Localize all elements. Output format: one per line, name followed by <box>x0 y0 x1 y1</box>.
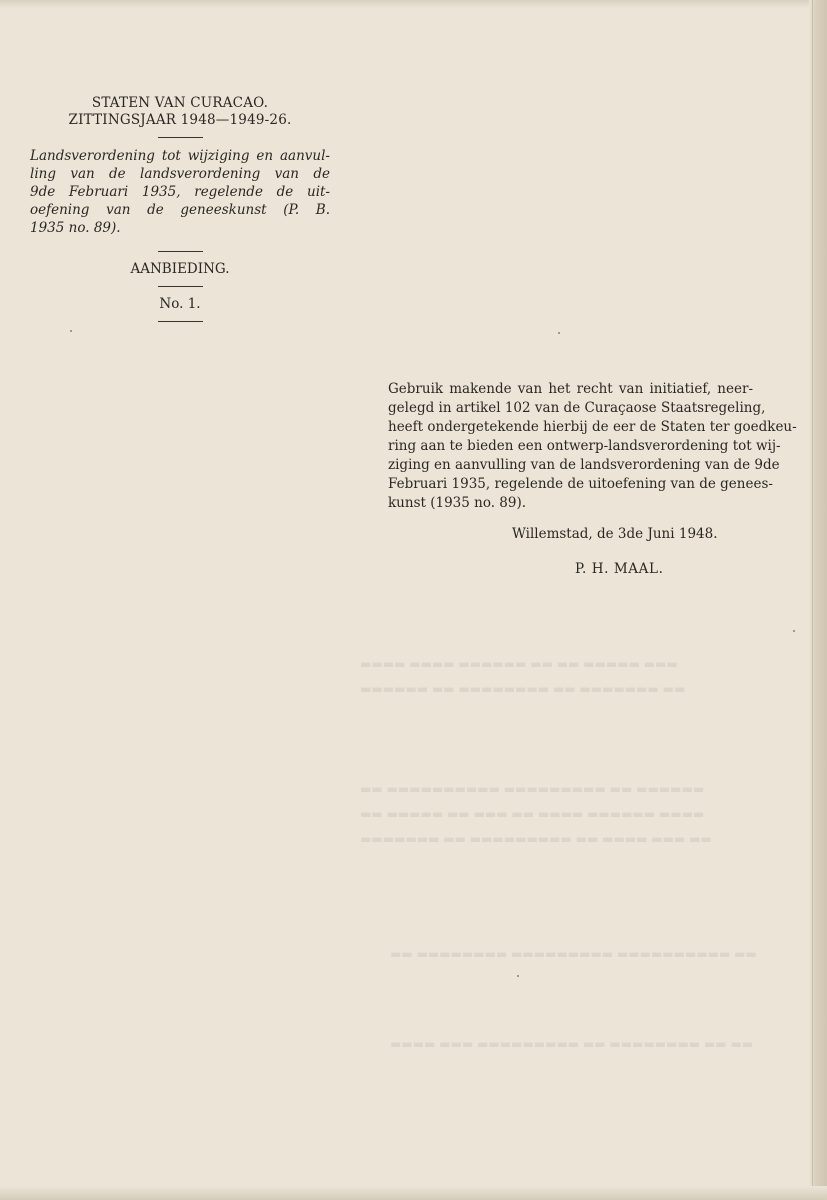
body-line: ring aan te bieden een ontwerp-landsverordening tot wij- <box>388 438 781 454</box>
document-header <box>30 95 330 331</box>
body-line: kunst (1935 no. 89). <box>388 495 527 511</box>
paper-speck <box>517 975 519 977</box>
divider-rule <box>158 321 203 322</box>
number-label: No. 1. <box>159 296 201 312</box>
bleed-through-5: ▬▬ ▬▬▬ ▬▬▬▬ ▬▬ ▬▬▬▬▬▬▬▬▬ ▬▬ ▬▬▬▬▬▬▬ <box>360 832 712 846</box>
section-label: AANBIEDING. <box>130 261 230 277</box>
divider-rule <box>158 137 203 138</box>
divider-rule <box>158 286 203 287</box>
body-line: gelegd in artikel 102 van de Curaçaose Staatsregeling, <box>388 400 766 416</box>
body-line: Februari 1935, regelende de uitoefening van de genees- <box>388 476 773 492</box>
body-line: ziging en aanvulling van de landsverordening van de 9de <box>388 457 780 473</box>
paper-bottom-edge <box>0 1186 827 1200</box>
divider-rule <box>158 251 203 252</box>
signatory-name: P. H. MAAL. <box>575 561 664 577</box>
paper-speck <box>793 630 795 632</box>
paper-edge-line <box>812 0 813 1200</box>
subject-line: 9de Februari 1935, regelende de uit- <box>30 184 330 200</box>
paper-speck <box>558 332 560 334</box>
body-line: heeft ondergetekende hierbij de eer de Staten ter goedkeu- <box>388 419 797 435</box>
body-paragraph <box>388 380 797 513</box>
subject-line: 1935 no. 89). <box>30 220 121 236</box>
bleed-through-1: ▬▬▬ ▬▬▬▬▬ ▬▬ ▬▬ ▬▬▬▬▬▬ ▬▬▬▬ ▬▬▬▬ <box>360 657 678 671</box>
bleed-through-2: ▬▬ ▬▬▬▬▬▬▬ ▬▬ ▬▬▬▬▬▬▬▬ ▬▬ ▬▬▬▬▬▬ <box>360 682 686 696</box>
bleed-through-3: ▬▬▬▬▬▬ ▬▬ ▬▬▬▬▬▬▬▬▬ ▬▬▬▬▬▬▬▬▬▬ ▬▬ <box>360 782 705 796</box>
subject-line: oefening van de geneeskunst (P. B. <box>30 202 330 218</box>
bleed-through-4: ▬▬▬▬ ▬▬▬▬▬▬ ▬▬▬▬ ▬▬ ▬▬▬ ▬▬ ▬▬▬▬▬ ▬▬ <box>360 807 705 821</box>
body-line: Gebruik makende van het recht van initiatief, neer- <box>388 381 753 397</box>
ordinance-subject <box>30 147 330 237</box>
place-and-date: Willemstad, de 3de Juni 1948. <box>512 526 718 542</box>
bleed-through-6: ▬▬ ▬▬▬▬▬▬▬▬▬▬ ▬▬▬▬▬▬▬▬▬ ▬▬▬▬▬▬▬▬ ▬▬ <box>390 947 757 961</box>
subject-line: Landsverordening tot wijziging en aanvul- <box>30 148 330 164</box>
paper-top-edge <box>0 0 827 8</box>
bleed-through-7: ▬▬ ▬▬ ▬▬▬▬▬▬▬▬ ▬▬ ▬▬▬▬▬▬▬▬▬ ▬▬▬ ▬▬▬▬ <box>390 1037 754 1051</box>
session-year: ZITTINGSJAAR 1948—1949-26. <box>68 112 292 128</box>
subject-line: ling van de landsverordening van de <box>30 166 330 182</box>
assembly-title: STATEN VAN CURACAO. <box>91 95 269 111</box>
